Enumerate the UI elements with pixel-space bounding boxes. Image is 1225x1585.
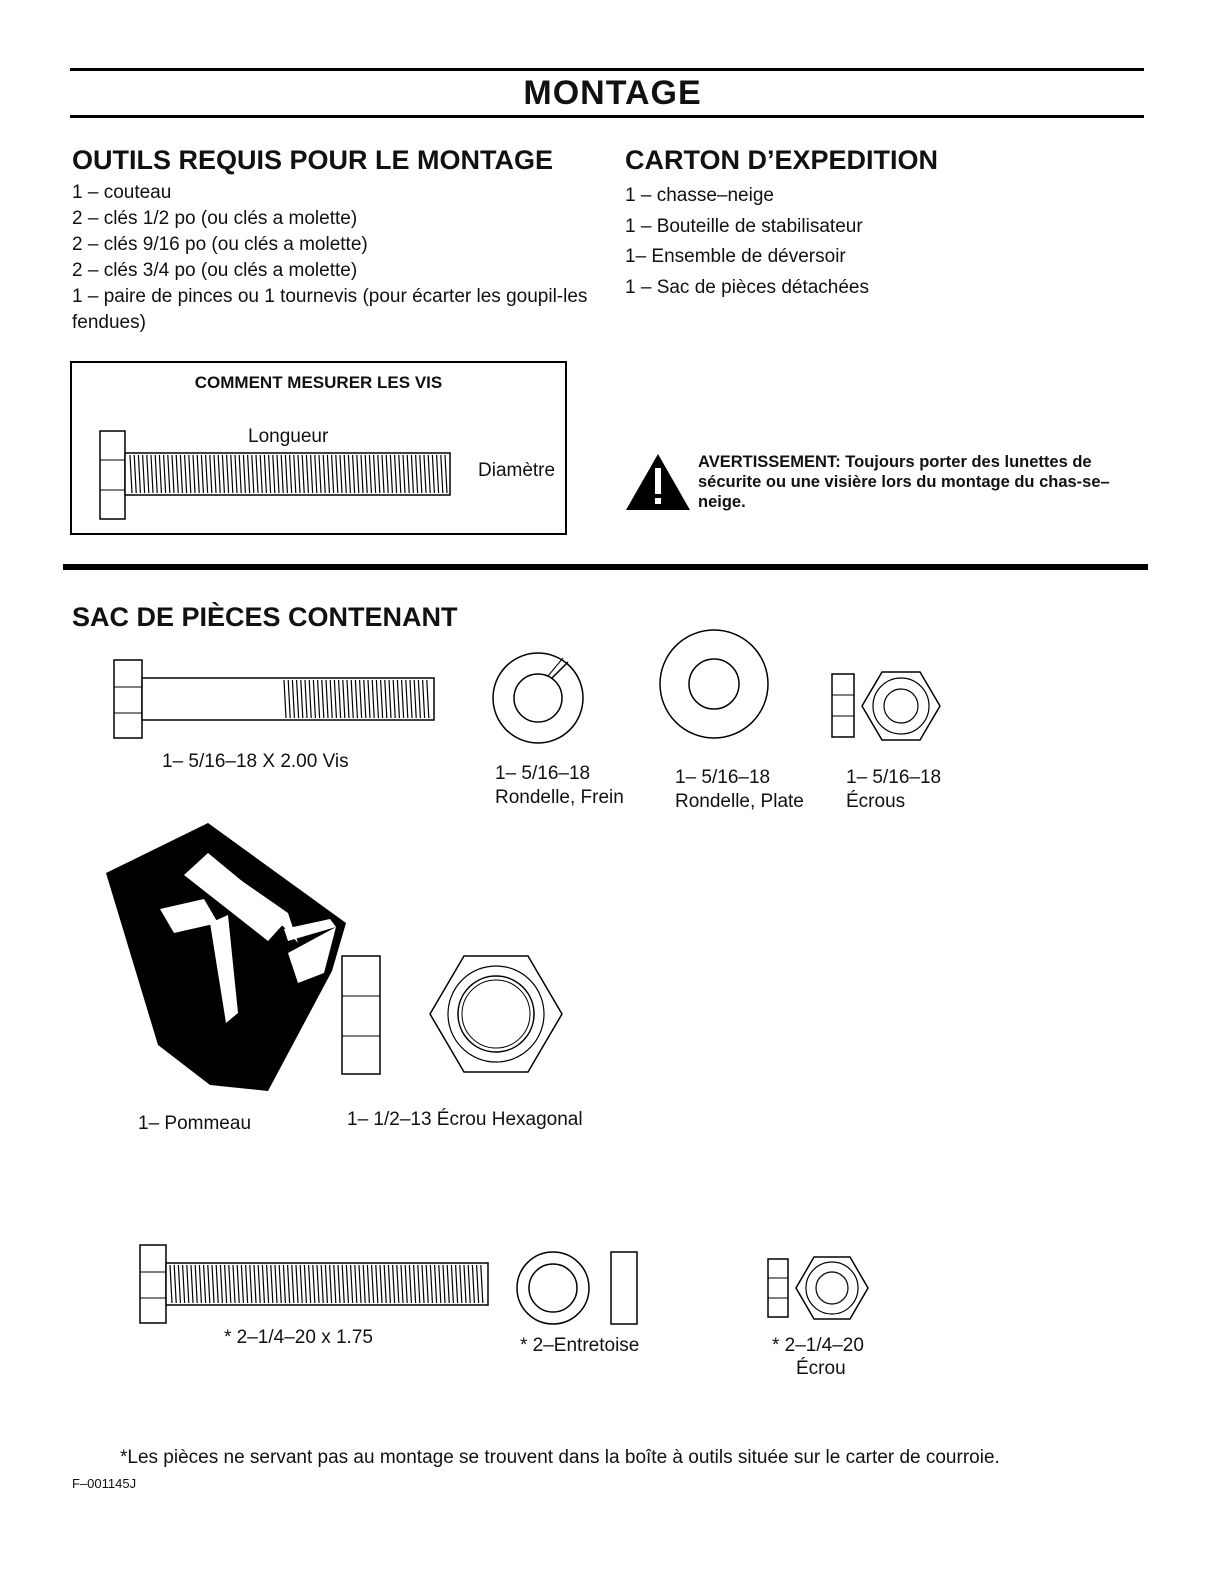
page-title: MONTAGE — [523, 74, 702, 112]
title-underline — [70, 115, 1144, 118]
lock-washer-name: Rondelle, Frein — [495, 787, 624, 808]
carton-item: 1– Ensemble de déversoir — [625, 246, 846, 267]
flat-washer-icon — [658, 636, 778, 736]
measure-bolt-icon — [98, 423, 478, 523]
small-bolt-icon — [138, 1243, 498, 1328]
top-rule — [70, 68, 1144, 71]
nut-icon — [830, 668, 960, 748]
section-divider — [63, 564, 1148, 570]
hex-nut-icon — [340, 954, 580, 1079]
footnote: *Les pièces ne servant pas au montage se trouvent dans la boîte à outils située sur le carter de courroie. — [120, 1447, 1000, 1468]
small-nut-size: * 2–1/4–20 — [772, 1335, 864, 1356]
tools-item: 2 – clés 1/2 po (ou clés a molette) — [72, 208, 358, 229]
bag-heading: SAC DE PIÈCES CONTENANT — [72, 602, 458, 632]
carton-heading: CARTON D’EXPEDITION — [625, 145, 939, 175]
document-code: F–001145J — [72, 1476, 137, 1491]
small-nut-icon — [766, 1255, 886, 1327]
carton-item: 1 – Bouteille de stabilisateur — [625, 215, 863, 237]
hex-nut-label: 1– 1/2–13 Écrou Hexagonal — [347, 1109, 583, 1130]
carton-item: 1 – Sac de pièces détachées — [625, 276, 870, 298]
lock-washer-icon — [490, 650, 590, 750]
knob-label: 1– Pommeau — [138, 1113, 252, 1134]
flat-washer-size: 1– 5/16–18 — [675, 767, 771, 788]
length-label: Longueur — [248, 426, 329, 447]
bolt-label: 1– 5/16–18 X 2.00 Vis — [162, 751, 349, 772]
bolt-icon — [112, 658, 442, 743]
spacer-icon — [515, 1250, 655, 1335]
small-nut-name: Écrou — [796, 1358, 846, 1379]
spacer-label: * 2–Entretoise — [520, 1335, 640, 1356]
measure-box — [70, 361, 567, 535]
knob-icon — [98, 823, 358, 1093]
carton-list — [625, 181, 1125, 303]
warning-text: AVERTISSEMENT: Toujours porter des lunettes de sécurite ou une visière lors du montage du chas-se–neige. — [698, 453, 1110, 511]
flat-washer-name: Rondelle, Plate — [675, 791, 804, 812]
warning-triangle-icon — [625, 452, 691, 512]
small-bolt-label: * 2–1/4–20 x 1.75 — [224, 1327, 373, 1348]
tools-heading: OUTILS REQUIS POUR LE MONTAGE — [72, 145, 554, 175]
carton-item: 1 – chasse–neige — [625, 185, 774, 206]
nut-size: 1– 5/16–18 — [846, 767, 942, 788]
lock-washer-size: 1– 5/16–18 — [495, 763, 591, 784]
tools-list — [72, 180, 597, 336]
tools-item: 2 – clés 9/16 po (ou clés a molette) — [72, 234, 368, 255]
diameter-label: Diamètre — [478, 460, 556, 481]
tools-item: 1 – couteau — [72, 182, 172, 203]
tools-item: 1 – paire de pinces ou 1 tournevis (pour écarter les goupil-les fendues) — [72, 286, 588, 333]
nut-name: Écrous — [846, 791, 906, 812]
measure-title: COMMENT MESURER LES VIS — [194, 373, 443, 392]
tools-item: 2 – clés 3/4 po (ou clés a molette) — [72, 260, 358, 281]
